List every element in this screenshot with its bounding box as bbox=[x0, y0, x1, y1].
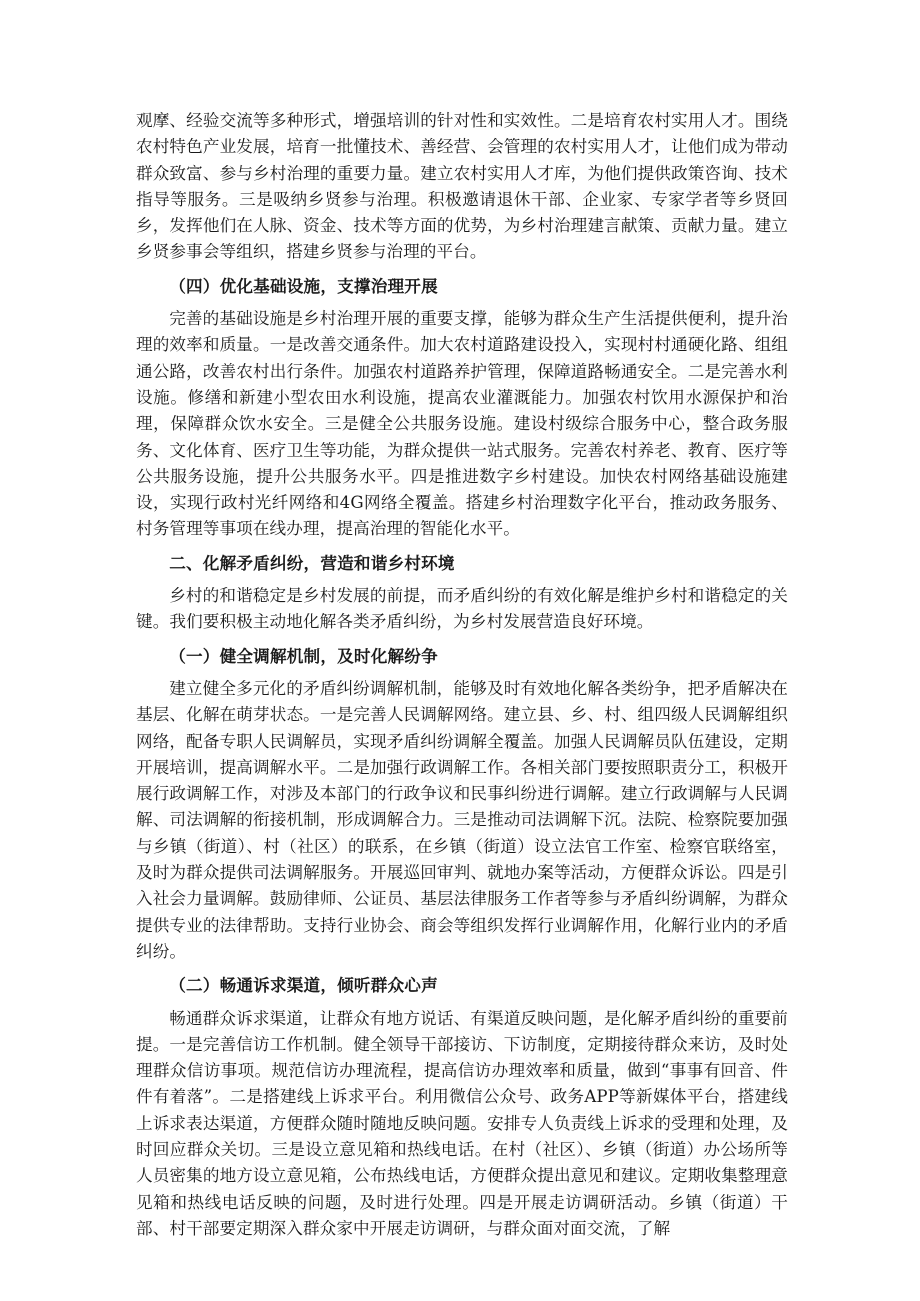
paragraph-infrastructure: 完善的基础设施是乡村治理开展的重要支撑，能够为群众生产生活提供便利，提升治理的效率和质量。一是改善交通条件。加大农村道路建设投入，实现村村通硬化路、组组通公路，改善农村出行条件。加强农村道路养护管理，保障道路畅通安全。二是完善水利设施。修缮和新建小型农田水利设施，提高农业灌溉能力。加强农村饮用水源保护和治理，保障群众饮水安全。三是健全公共服务设施。建设村级综合服务中心，整合政务服务、文化体育、医疗卫生等功能，为群众提供一站式服务。完善农村养老、教育、医疗等公共服务设施，提升公共服务水平。四是推进数字乡村建设。加快农村网络基础设施建设，实现行政村光纤网络和4G网络全覆盖。搭建乡村治理数字化平台，推动政务服务、村务管理等事项在线办理，提高治理的智能化水平。 bbox=[136, 309, 788, 539]
section-heading-mediation: （一）健全调解机制，及时化解纷争 bbox=[169, 645, 438, 666]
paragraph-dispute-intro: 乡村的和谐稳定是乡村发展的前提，而矛盾纠纷的有效化解是维护乡村和谐稳定的关键。我们要积极主动地化解各类矛盾纠纷，为乡村发展营造良好环境。 bbox=[136, 586, 788, 632]
section-heading-petition-channels: （二）畅通诉求渠道，倾听群众心声 bbox=[169, 975, 438, 996]
section-heading-infrastructure: （四）优化基础设施，支撑治理开展 bbox=[169, 275, 438, 296]
section-heading-dispute-resolution: 二、化解矛盾纠纷，营造和谐乡村环境 bbox=[169, 552, 455, 573]
paragraph-mediation: 建立健全多元化的矛盾纠纷调解机制，能够及时有效地化解各类纷争，把矛盾解决在基层、化解在萌芽状态。一是完善人民调解网络。建立县、乡、村、组四级人民调解组织网络，配备专职人民调解员，实现矛盾纠纷调解全覆盖。加强人民调解员队伍建设，定期开展培训，提高调解水平。二是加强行政调解工作。各相关部门要按照职责分工，积极开展行政调解工作，对涉及本部门的行政争议和民事纠纷进行调解。建立行政调解与人民调解、司法调解的衔接机制，形成调解合力。三是推动司法调解下沉。法院、检察院要加强与乡镇（街道）、村（社区）的联系，在乡镇（街道）设立法官工作室、检察官联络室，及时为群众提供司法调解服务。开展巡回审判、就地办案等活动，方便群众诉讼。四是引入社会力量调解。鼓励律师、公证员、基层法律服务工作者等参与矛盾纠纷调解，为群众提供专业的法律帮助。支持行业协会、商会等组织发挥行业调解作用，化解行业内的矛盾纠纷。 bbox=[136, 678, 788, 961]
document-page bbox=[136, 108, 788, 1242]
paragraph-petition-channels: 畅通群众诉求渠道，让群众有地方说话、有渠道反映问题，是化解矛盾纠纷的重要前提。一是完善信访工作机制。健全领导干部接访、下访制度，定期接待群众来访，及时处理群众信访事项。规范信访办理流程，提高信访办理效率和质量，做到“事事有回音、件件有着落”。二是搭建线上诉求平台。利用微信公众号、政务APP等新媒体平台，搭建线上诉求表达渠道，方便群众随时随地反映问题。安排专人负责线上诉求的受理和处理，及时回应群众关切。三是设立意见箱和热线电话。在村（社区）、乡镇（街道）办公场所等人员密集的地方设立意见箱，公布热线电话，方便群众提出意见和建议。定期收集整理意见箱和热线电话反映的问题，及时进行处理。四是开展走访调研活动。乡镇（街道）干部、村干部要定期深入群众家中开展走访调研，与群众面对面交流，了解 bbox=[136, 1008, 788, 1238]
paragraph-talent-cultivation: 观摩、经验交流等多种形式，增强培训的针对性和实效性。二是培育农村实用人才。围绕农村特色产业发展，培育一批懂技术、善经营、会管理的农村实用人才，让他们成为带动群众致富、参与乡村治理的重要力量。建立农村实用人才库，为他们提供政策咨询、技术指导等服务。三是吸纳乡贤参与治理。积极邀请退休干部、企业家、专家学者等乡贤回乡，发挥他们在人脉、资金、技术等方面的优势，为乡村治理建言献策、贡献力量。建立乡贤参事会等组织，搭建乡贤参与治理的平台。 bbox=[136, 111, 788, 262]
